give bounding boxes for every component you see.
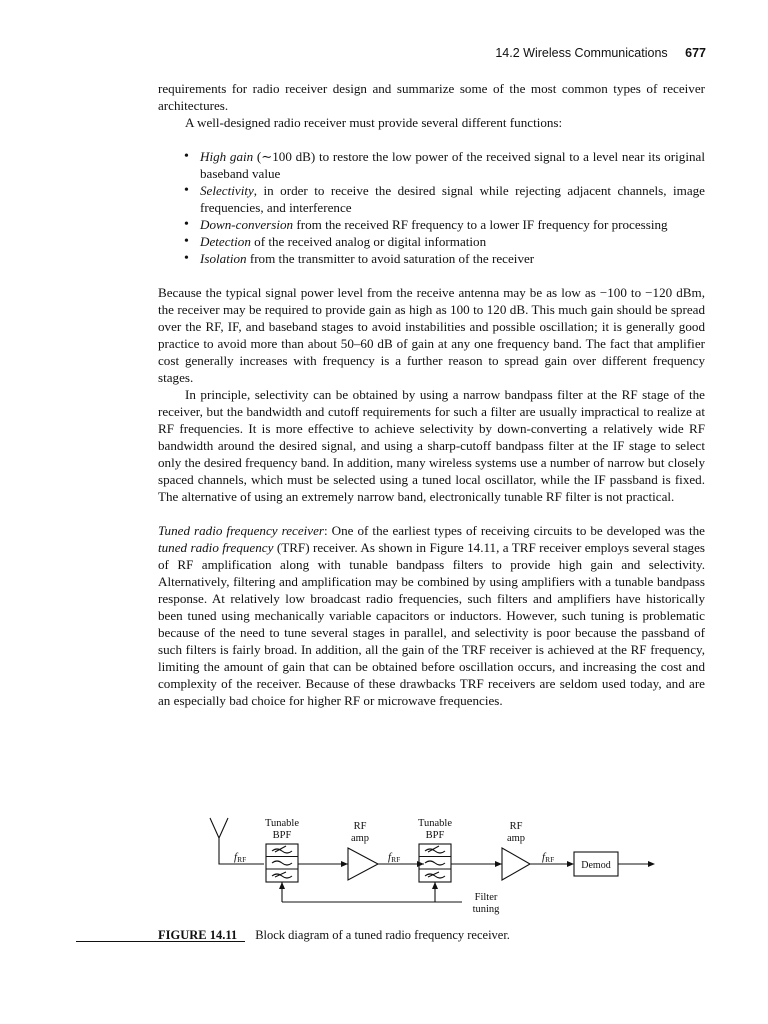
f-rf-label-2: fRF: [388, 851, 401, 864]
trf-block-diagram: [200, 812, 660, 920]
f-rf-label-1: fRF: [234, 851, 247, 864]
f-rf-label-3: fRF: [542, 851, 555, 864]
rf-amp-2-label: RF: [509, 821, 523, 832]
rf-amp-1-block: [348, 848, 378, 880]
demod-label: Demod: [581, 860, 611, 871]
svg-text:BPF: BPF: [272, 830, 292, 841]
intro-line: requirements for radio receiver design and summarize some of the most common types of receiver architectures.: [158, 81, 705, 113]
trf-heading: Tuned radio frequency receiver: [158, 523, 324, 538]
header-section-title: 14.2 Wireless Communications: [495, 46, 668, 60]
figure-caption: [158, 928, 510, 943]
function-list: [158, 148, 705, 267]
rf-amp-2-block: [502, 848, 530, 880]
bpf-1-label: Tunable: [264, 818, 300, 829]
rf-amp-1-label: RF: [353, 821, 367, 832]
figure-number: FIGURE 14.11: [158, 928, 238, 942]
svg-text:tuning: tuning: [472, 904, 500, 915]
list-item: • Isolation from the transmitter to avoid saturation of the receiver: [184, 250, 705, 267]
running-header: [495, 46, 706, 60]
figure-caption-text: Block diagram of a tuned radio frequency receiver.: [255, 928, 510, 942]
paragraph-gain: Because the typical signal power level from the receive antenna may be as low as −100 to −120 dBm, the receiver may be required to provide gain as high as 100 to 120 dB. This much gain should be spread over the RF, IF, and baseband stages to avoid instabilities and possible oscillation; it is generally good practice to avoid more than about 50–60 dB of gain at any one frequency band. The fact that amplifier cost generally increases with frequency is a further reason to spread gain over different frequency stages.: [158, 285, 705, 385]
list-item: • Detection of the received analog or digital information: [184, 233, 705, 250]
header-page-number: 677: [685, 46, 706, 60]
trf-term: tuned radio frequency: [158, 540, 274, 555]
paragraph-selectivity: In principle, selectivity can be obtained by using a narrow bandpass filter at the RF stage of the receiver, but the bandwidth and cutoff requirements for such a filter are usually impractical to realize at RF frequencies. It is more effective to achieve selectivity by down-converting a relatively wide RF bandwidth around the desired signal, and using a sharp-cutoff bandpass filter at the IF stage to select only the desired frequency band. In addition, many wireless systems use a number of narrow but closely spaced channels, which must be selected using a tuned local oscillator, while the IF passband is fixed. The alternative of using an extremely narrow band, electronically tunable RF filter is not practical.: [158, 387, 705, 504]
list-item: • Selectivity, in order to receive the desired signal while rejecting adjacent channels, image frequencies, and interference: [184, 182, 705, 216]
list-item: • Down-conversion from the received RF frequency to a lower IF frequency for processing: [184, 216, 705, 233]
list-item: • High gain (∼100 dB) to restore the low power of the received signal to a level near its original baseband value: [184, 148, 705, 182]
intro-lead: A well-designed radio receiver must provide several different functions:: [185, 115, 563, 130]
body-text: [158, 80, 705, 709]
svg-text:amp: amp: [506, 833, 526, 844]
paragraph-trf: Tuned radio frequency receiver: One of the earliest types of receiving circuits to be developed was the tuned radio frequency (TRF) receiver. As shown in Figure 14.11, a TRF receiver employs several stages of RF amplification along with tunable bandpass filters to provide high gain and selectivity. Alternatively, filtering and amplification may be combined by using amplifiers with a tunable bandpass response. At relatively low broadcast radio frequencies, such filters and amplifiers have historically been tuned using mechanically variable capacitors or inductors. However, such tuning is problematic because of the need to tune several stages in parallel, and selectivity is poor because the passband of such filters is fairly broad. In addition, all the gain of the TRF receiver is achieved at the RF frequency, limiting the amount of gain that can be obtained before oscillation occurs, and increasing the cost and complexity of the receiver. Because of these drawbacks TRF receivers are seldom used today, and are an especially bad choice for higher RF or microwave frequencies.: [158, 523, 705, 708]
svg-text:BPF: BPF: [425, 830, 445, 841]
svg-text:amp: amp: [350, 833, 370, 844]
filter-tuning-label: Filter: [474, 892, 498, 903]
bpf-2-label: Tunable: [417, 818, 453, 829]
